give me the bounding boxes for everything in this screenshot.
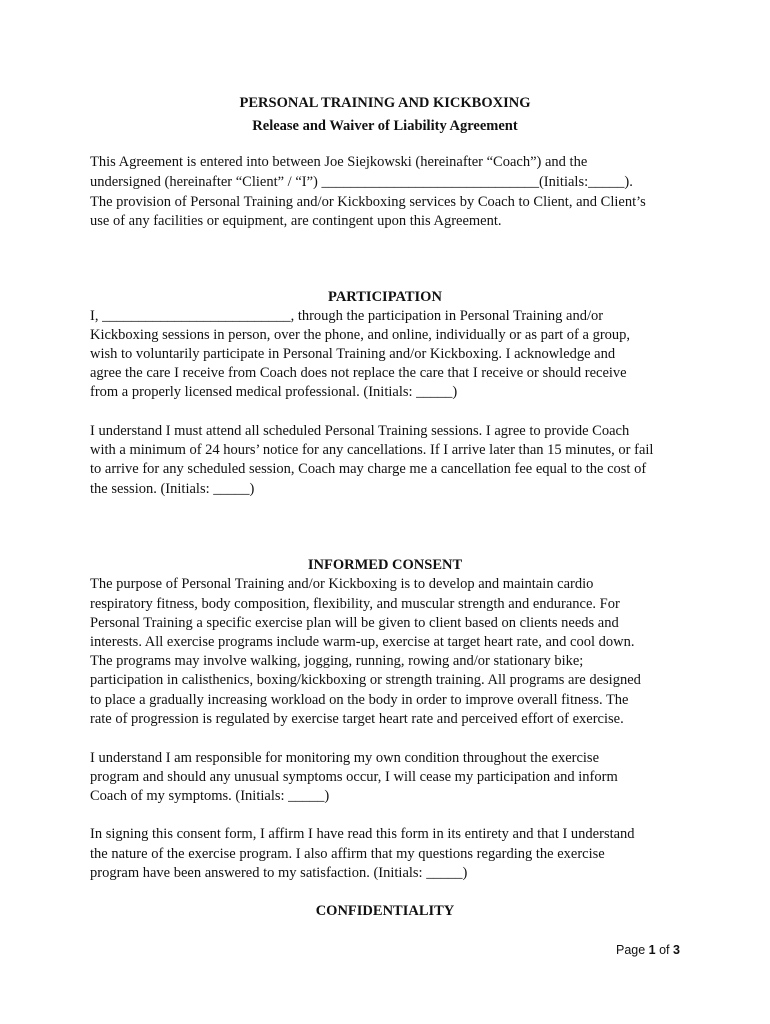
signing-line: In signing this consent form, I affirm I have read this form in its entirety and that I understand [90,826,635,842]
signing-line: program have been answered to my satisfaction. (Initials: _____) [90,865,468,881]
document-title: PERSONAL TRAINING AND KICKBOXING [239,95,531,111]
participation-line: from a properly licensed medical professional. (Initials: _____) [90,384,458,400]
page-prefix: Page [616,943,649,957]
informed-consent-heading: INFORMED CONSENT [307,557,463,573]
participation-heading: PARTICIPATION [328,289,442,305]
intro-line: The provision of Personal Training and/or Kickboxing services by Coach to Client, and Client’s [90,194,646,210]
confidentiality-heading: CONFIDENTIALITY [315,903,455,919]
attendance-line: with a minimum of 24 hours’ notice for any cancellations. If I arrive later than 15 minutes, or fail [90,442,654,458]
intro-line: use of any facilities or equipment, are contingent upon this Agreement. [90,213,502,229]
attendance-line: to arrive for any scheduled session, Coach may charge me a cancellation fee equal to the cost of [90,461,647,477]
consent-line: to place a gradually increasing workload on the body in order to improve overall fitness. The [90,692,629,708]
attendance-line: the session. (Initials: _____) [90,481,255,497]
consent-line: interests. All exercise programs include warm-up, exercise at target heart rate, and cool down. [90,634,635,650]
consent-line: respiratory fitness, body composition, flexibility, and muscular strength and endurance. For [90,596,620,612]
page-current: 1 [648,943,656,957]
consent-line: The purpose of Personal Training and/or Kickboxing is to develop and maintain cardio [90,576,594,592]
participation-line: wish to voluntarily participate in Personal Training and/or Kickboxing. I acknowledge and [90,346,616,362]
participation-line: agree the care I receive from Coach does not replace the care that I receive or should receive [90,365,627,381]
intro-line: This Agreement is entered into between Joe Siejkowski (hereinafter “Coach”) and the [90,154,588,170]
consent-line: rate of progression is regulated by exercise target heart rate and perceived effort of exercise. [90,711,624,727]
page-number [616,942,680,959]
document-subtitle: Release and Waiver of Liability Agreement [252,118,518,134]
monitoring-line: I understand I am responsible for monitoring my own condition throughout the exercise [90,750,600,766]
attendance-line: I understand I must attend all scheduled Personal Training sessions. I agree to provide Coach [90,423,630,439]
page-middle: of [655,943,673,957]
participation-line: I, __________________________, through the participation in Personal Training and/or [90,308,604,324]
consent-line: Personal Training a specific exercise plan will be given to client based on clients needs and [90,615,619,631]
signing-line: the nature of the exercise program. I also affirm that my questions regarding the exercise [90,846,605,862]
consent-line: participation in calisthenics, boxing/kickboxing or strength training. All programs are designed [90,672,641,688]
monitoring-line: Coach of my symptoms. (Initials: _____) [90,788,330,804]
participation-line: Kickboxing sessions in person, over the phone, and online, individually or as part of a group, [90,327,631,343]
intro-line: undersigned (hereinafter “Client” / “I”) ______________________________(Initials:_____). [90,174,633,190]
page-total: 3 [673,943,680,957]
consent-line: The programs may involve walking, jogging, running, rowing and/or stationary bike; [90,653,584,669]
monitoring-line: program and should any unusual symptoms occur, I will cease my participation and inform [90,769,618,785]
